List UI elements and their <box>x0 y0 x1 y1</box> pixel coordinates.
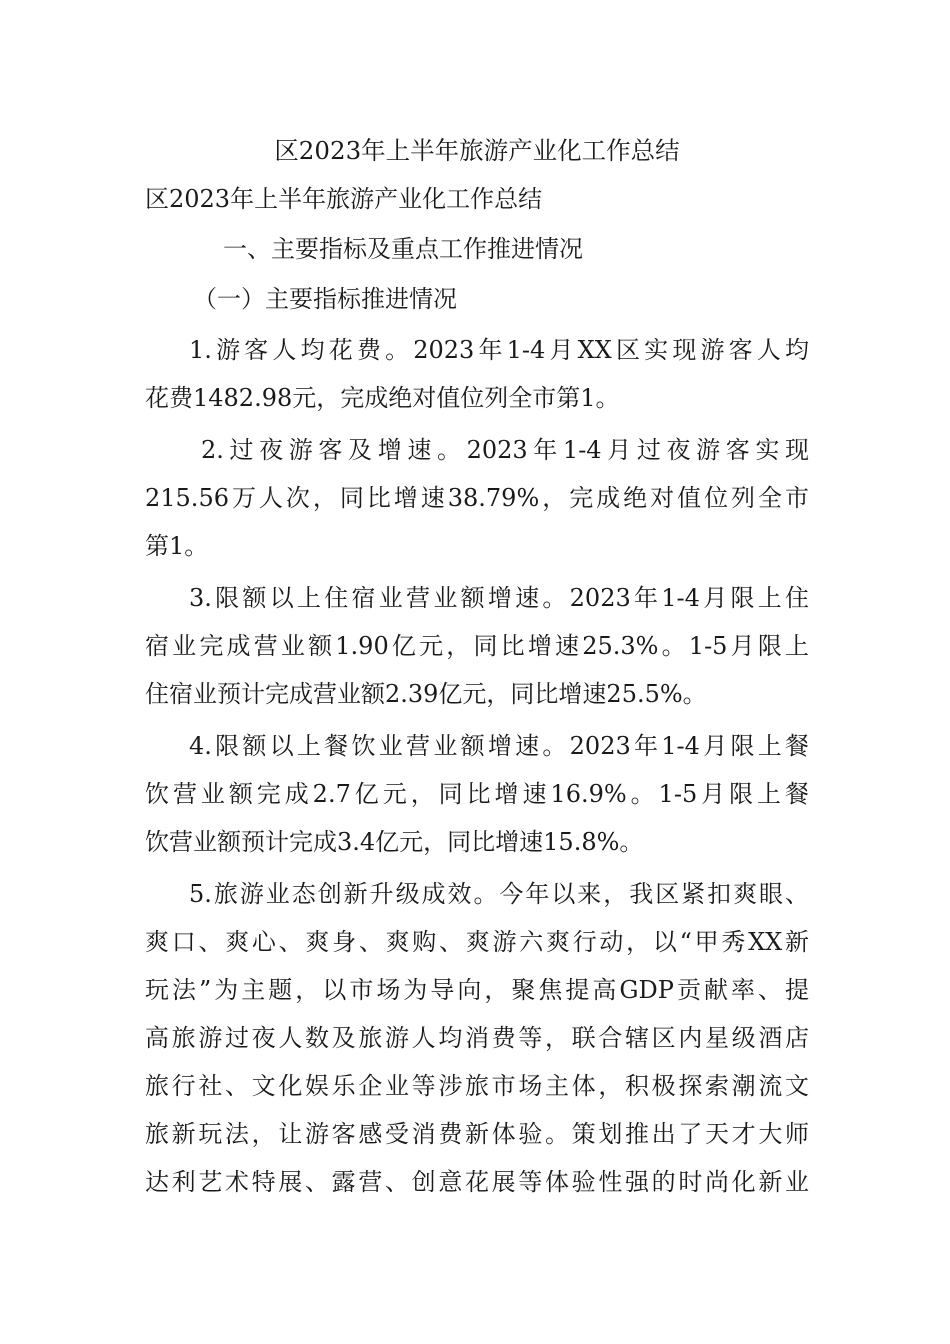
paragraph-line: 花费1482.98元，完成绝对值位列全市第1。 <box>145 384 620 412</box>
paragraph-line: 2.过夜游客及增速。2023年1-4月过夜游客实现 <box>201 436 809 464</box>
paragraph-line: 爽口、爽心、爽身、爽购、爽游六爽行动，以“甲秀XX新 <box>145 928 809 956</box>
paragraph-line: 玩法”为主题，以市场为导向，聚焦提高GDP贡献率、提 <box>145 976 809 1004</box>
paragraph-line: 4.限额以上餐饮业营业额增速。2023年1-4月限上餐 <box>189 732 809 760</box>
paragraph-line: 1.游客人均花费。2023年1-4月XX区实现游客人均 <box>189 336 809 364</box>
section-heading: 一、主要指标及重点工作推进情况 <box>223 235 583 263</box>
paragraph-line: 5.旅游业态创新升级成效。今年以来，我区紧扣爽眼、 <box>189 880 809 908</box>
paragraph-line: 饮营业额完成2.7亿元，同比增速16.9%。1-5月限上餐 <box>145 780 809 808</box>
paragraph-line: 饮营业额预计完成3.4亿元，同比增速15.8%。 <box>145 828 644 856</box>
paragraph-line: 215.56万人次，同比增速38.79%，完成绝对值位列全市 <box>145 484 809 512</box>
paragraph-line: 旅行社、文化娱乐企业等涉旅市场主体，积极探索潮流文 <box>145 1072 809 1100</box>
document-title: 区2023年上半年旅游产业化工作总结 <box>274 136 680 165</box>
paragraph-line: 住宿业预计完成营业额2.39亿元，同比增速25.5%。 <box>145 680 707 708</box>
subsection-heading: （一）主要指标推进情况 <box>193 285 457 313</box>
document-subtitle: 区2023年上半年旅游产业化工作总结 <box>145 185 543 213</box>
paragraph-line: 旅新玩法，让游客感受消费新体验。策划推出了天才大师 <box>145 1120 809 1148</box>
paragraph-tourist-spending <box>145 326 809 422</box>
paragraph-accommodation-revenue <box>145 574 809 718</box>
paragraph-tourism-innovation <box>145 870 809 1206</box>
document-page <box>145 128 809 1206</box>
paragraph-catering-revenue <box>145 722 809 866</box>
paragraph-line: 第1。 <box>145 532 209 560</box>
paragraph-line: 高旅游过夜人数及旅游人均消费等，联合辖区内星级酒店 <box>145 1024 809 1052</box>
paragraph-line: 达利艺术特展、露营、创意花展等体验性强的时尚化新业 <box>145 1168 809 1196</box>
paragraph-overnight-tourists <box>145 426 809 570</box>
paragraph-line: 宿业完成营业额1.90亿元，同比增速25.3%。1-5月限上 <box>145 632 809 660</box>
paragraph-line: 3.限额以上住宿业营业额增速。2023年1-4月限上住 <box>189 584 809 612</box>
